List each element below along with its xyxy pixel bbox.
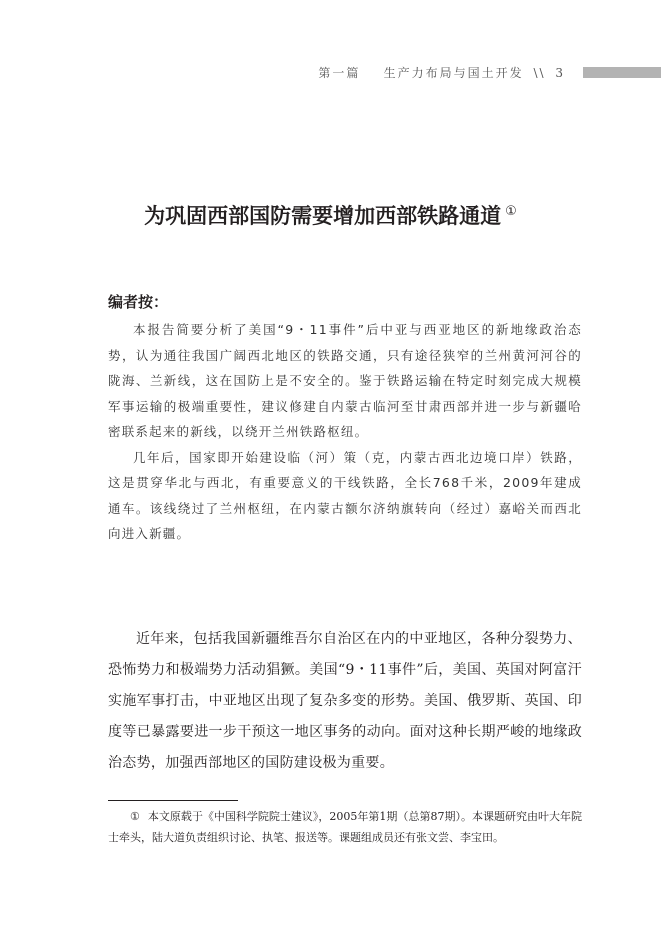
editor-note — [108, 317, 582, 547]
body-paragraph: 近年来，包括我国新疆维吾尔自治区在内的中亚地区，各种分裂势力、恐怖势力和极端势力活动猖獗。美国“9・11事件”后，美国、英国对阿富汗实施军事打击，中亚地区出现了复杂多变的形势。美国、俄罗斯、英国、印度等已暴露要进一步干预这一地区事务的动向。面对这种长期严峻的地缘政治态势，加强西部地区的国防建设极为重要。 — [108, 631, 582, 771]
editor-note-paragraph: 几年后，国家即开始建设临（河）策（克，内蒙古西北边境口岸）铁路，这是贯穿华北与西北，有重要意义的干线铁路，全长768千米，2009年建成通车。该线绕过了兰州枢纽，在内蒙古额尔济纳旗转向（经过）嘉峪关而西北向进入新疆。 — [108, 449, 582, 541]
title-footnote-marker: ① — [505, 204, 517, 219]
title-text: 为巩固西部国防需要增加西部铁路通道 — [144, 204, 502, 228]
footnote-divider — [108, 800, 238, 801]
header-gray-bar — [583, 67, 661, 78]
running-header-text — [318, 64, 565, 82]
main-body — [108, 624, 582, 779]
editor-note-label: 编者按： — [108, 293, 169, 311]
page-title — [0, 196, 661, 232]
editor-note-paragraph: 本报告简要分析了美国“9・11事件”后中亚与西亚地区的新地缘政治态势，认为通往我国广阔西北地区的铁路交通，只有途径狭窄的兰州黄河河谷的陇海、兰新线，这在国防上是不安全的。鉴于铁路运输在特定时刻完成大规模军事运输的极端重要性，建议修建自内蒙古临河至甘肃西部并进一步与新疆哈密联系起来的新线，以绕开兰州铁路枢纽。 — [108, 322, 582, 439]
footnote-text: 本文原载于《中国科学院院士建议》，2005年第1期（总第87期）。本课题研究由叶大年院士牵头，陆大道负责组织讨论、执笔、报送等。课题组成员还有张文尝、李宝田。 — [108, 810, 582, 844]
header-section: 生产力布局与国土开发 — [383, 66, 524, 80]
footnote — [108, 806, 582, 848]
header-part: 第一篇 — [318, 66, 361, 80]
header-separator: \\ — [533, 66, 546, 80]
running-header — [0, 64, 661, 82]
footnote-marker: ① — [130, 810, 140, 823]
page-number: 3 — [555, 66, 565, 80]
